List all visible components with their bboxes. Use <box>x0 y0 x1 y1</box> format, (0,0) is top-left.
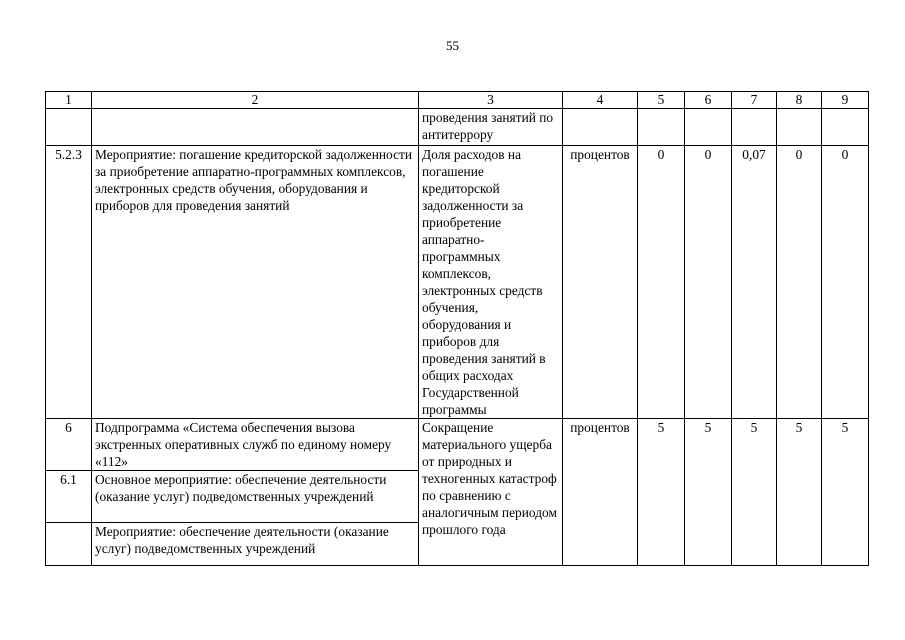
row-indicator: Доля расходов на погашение кредиторской задолженности за приобретение аппаратно-программных комплексов, электронных средств обучения, оборудования и приборов для проведения занятий в общих расходах Государственной программы <box>419 146 563 419</box>
row-number <box>46 523 92 566</box>
page-number: 55 <box>446 38 459 53</box>
row-value <box>822 109 869 146</box>
indicators-table <box>45 91 869 566</box>
row-name <box>92 109 419 146</box>
header-cell: 7 <box>732 92 777 109</box>
row-name: Основное мероприятие: обеспечение деятельности (оказание услуг) подведомственных учреждений <box>92 471 419 523</box>
header-cell: 1 <box>46 92 92 109</box>
header-cell: 2 <box>92 92 419 109</box>
row-number: 6.1 <box>46 471 92 523</box>
row-number: 5.2.3 <box>46 146 92 419</box>
row-indicator: проведения занятий по антитеррору <box>419 109 563 146</box>
row-indicator: Сокращение материального ущерба от природных и техногенных катастроф по сравнению с аналогичным периодом прошлого года <box>419 419 563 566</box>
row-unit: процентов <box>563 146 638 419</box>
row-name: Подпрограмма «Система обеспечения вызова экстренных оперативных служб по единому номеру «112» <box>92 419 419 471</box>
row-value-8: 5 <box>777 419 822 566</box>
header-cell: 8 <box>777 92 822 109</box>
header-cell: 6 <box>685 92 732 109</box>
table-row <box>46 419 869 471</box>
header-cell: 4 <box>563 92 638 109</box>
row-value-7: 5 <box>732 419 777 566</box>
row-value-5: 5 <box>638 419 685 566</box>
row-value-5: 0 <box>638 146 685 419</box>
row-value <box>777 109 822 146</box>
row-value <box>732 109 777 146</box>
row-unit <box>563 109 638 146</box>
header-cell: 5 <box>638 92 685 109</box>
row-value-8: 0 <box>777 146 822 419</box>
header-cell: 9 <box>822 92 869 109</box>
row-value-6: 0 <box>685 146 732 419</box>
table-row <box>46 109 869 146</box>
row-value-9: 5 <box>822 419 869 566</box>
row-name: Мероприятие: обеспечение деятельности (оказание услуг) подведомственных учреждений <box>92 523 419 566</box>
row-value <box>685 109 732 146</box>
row-value-9: 0 <box>822 146 869 419</box>
header-cell: 3 <box>419 92 563 109</box>
header-row <box>46 92 869 109</box>
row-value-7: 0,07 <box>732 146 777 419</box>
row-number <box>46 109 92 146</box>
table-row <box>46 146 869 419</box>
row-value-6: 5 <box>685 419 732 566</box>
row-unit: процентов <box>563 419 638 566</box>
row-value <box>638 109 685 146</box>
row-number: 6 <box>46 419 92 471</box>
row-name: Мероприятие: погашение кредиторской задолженности за приобретение аппаратно-программных комплексов, электронных средств обучения, оборудования и приборов для проведения занятий <box>92 146 419 419</box>
